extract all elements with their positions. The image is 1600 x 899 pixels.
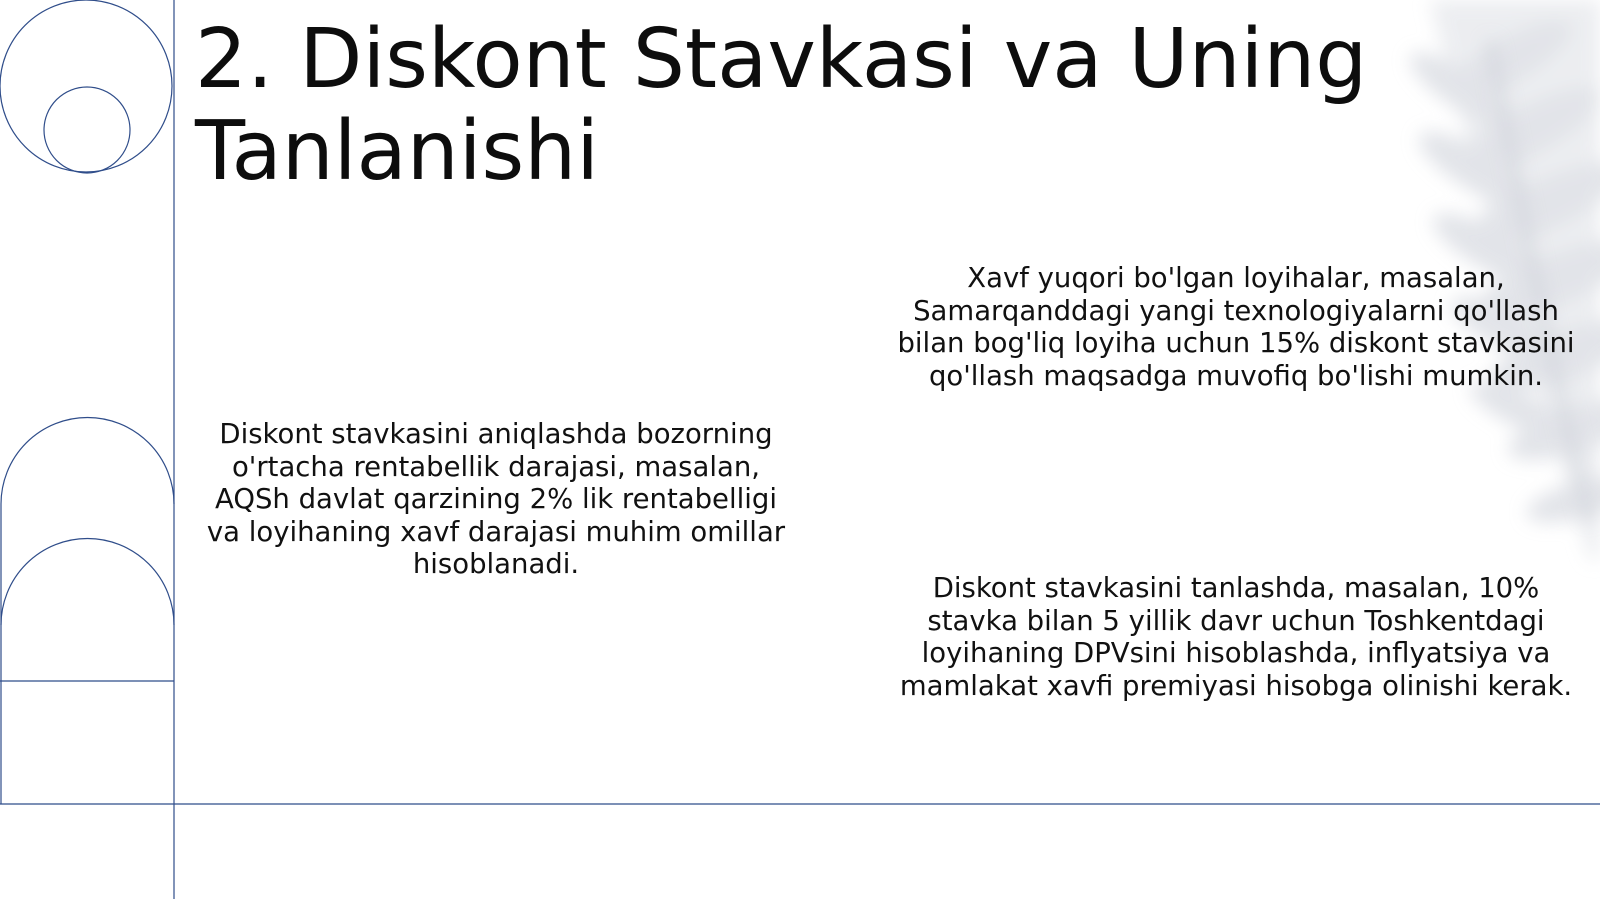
upper-arch-icon — [1, 418, 174, 505]
small-circle-icon — [44, 87, 130, 173]
paragraph-right-top: Xavf yuqori bo'lgan loyihalar, masalan, Samarqanddagi yangi texnologiyalarni qo'llash bilan bog'liq loyiha uchun 15% diskont stavkasini qo'llash maqsadga muvofiq bo'lishi mumkin. — [897, 262, 1575, 392]
paragraph-right-bottom: Diskont stavkasini tanlashda, masalan, 10% stavka bilan 5 yillik davr uchun Toshkentdagi loyihaning DPVsini hisoblashda, inflyatsiya va mamlakat xavfi premiyasi hisobga olinishi kerak. — [899, 572, 1573, 702]
large-circle-icon — [0, 0, 172, 172]
slide-title: 2. Diskont Stavkasi va Uning Tanlanishi — [195, 12, 1368, 199]
paragraph-left: Diskont stavkasini aniqlashda bozorning o'rtacha rentabellik darajasi, masalan, AQSh davlat qarzining 2% lik rentabelligi va loyihaning xavf darajasi muhim omillar hisoblanadi. — [206, 418, 786, 580]
lower-arch-icon — [1, 539, 174, 626]
